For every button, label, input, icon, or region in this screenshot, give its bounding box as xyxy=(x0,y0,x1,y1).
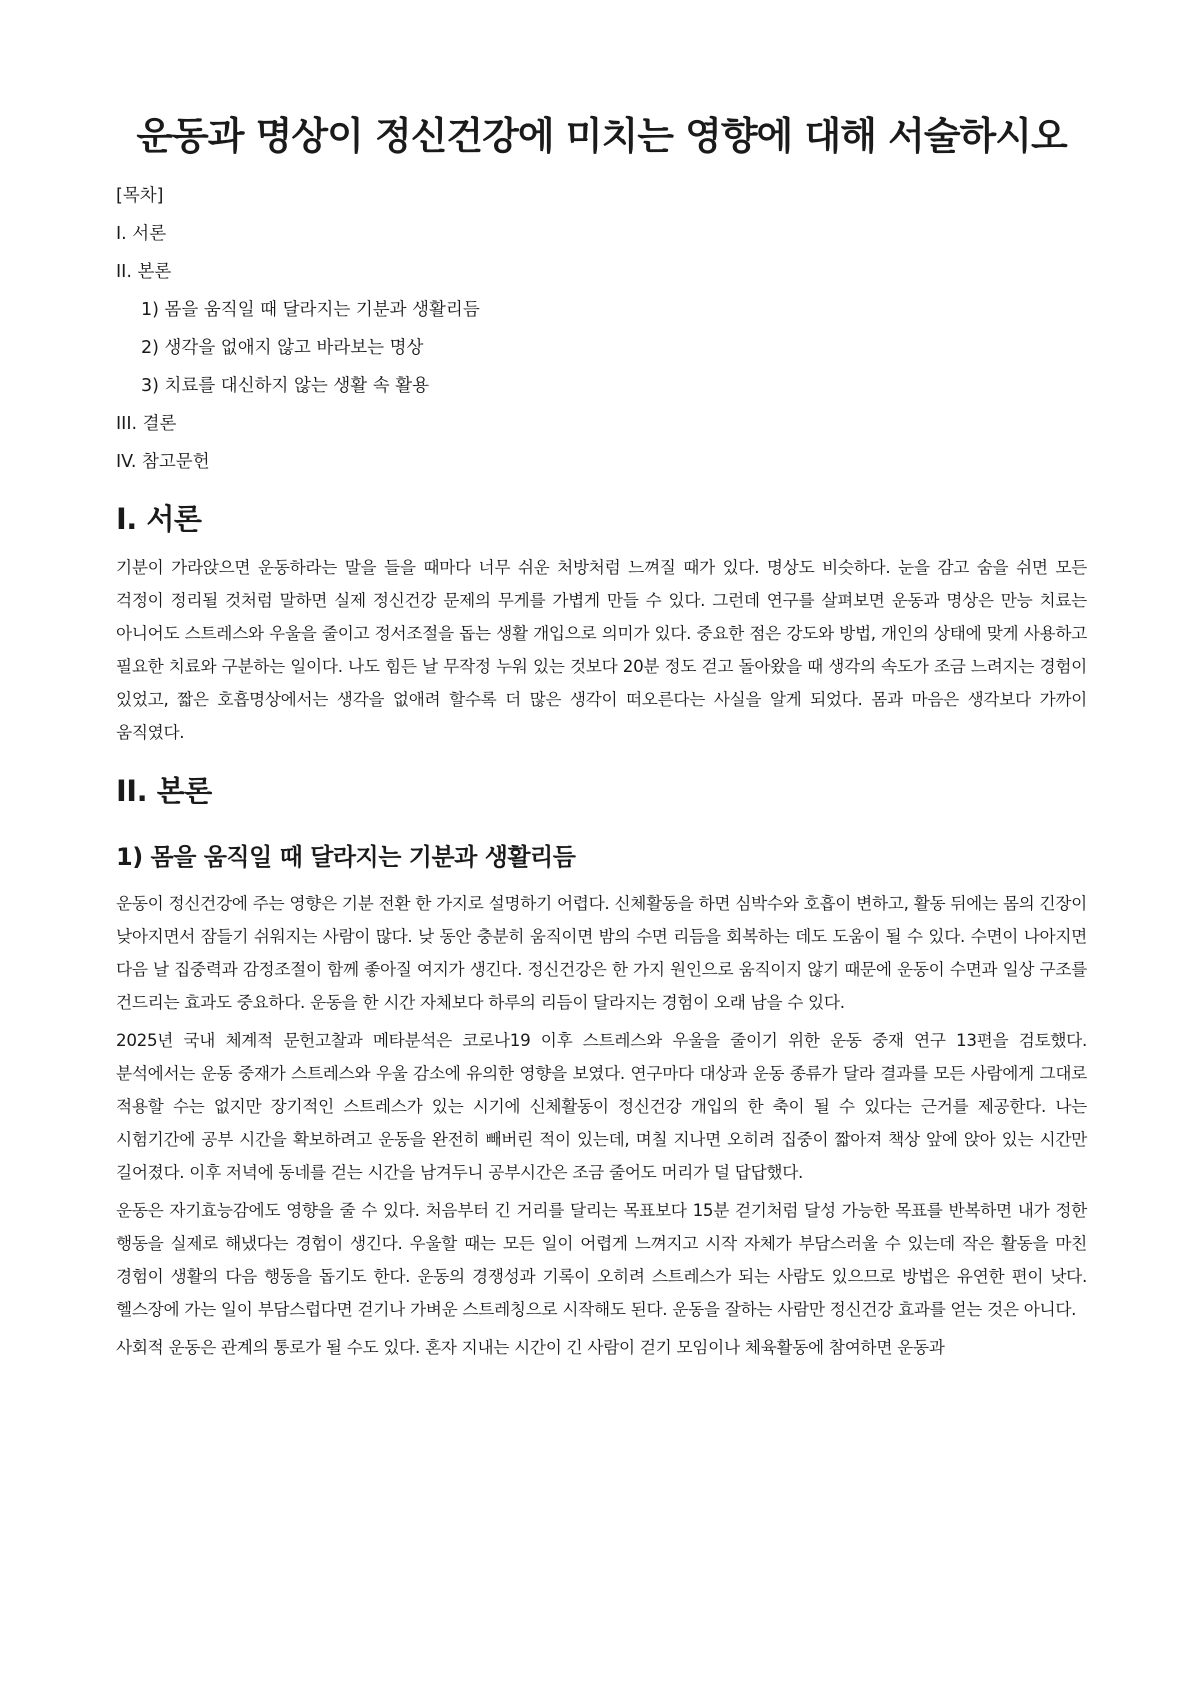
body-paragraph: 운동이 정신건강에 주는 영향은 기분 전환 한 가지로 설명하기 어렵다. 신체활동을 하면 심박수와 호흡이 변하고, 활동 뒤에는 몸의 긴장이 낮아지면서 잠들기 쉬워지는 사람이 많다. 낮 동안 충분히 움직이면 밤의 수면 리듬을 회복하는 데도 도움이 될 수 있다. 수면이 나아지면 다음 날 집중력과 감정조절이 함께 좋아질 여지가 생긴다. 정신건강은 한 가지 원인으로 움직이지 않기 때문에 운동이 수면과 일상 구조를 건드리는 효과도 중요하다. 운동을 한 시간 자체보다 하루의 리듬이 달라지는 경험이 오래 남을 수 있다. xyxy=(116,893,1087,1012)
body-heading: II. 본론 xyxy=(116,774,212,808)
toc-item: I. 서론 xyxy=(116,224,167,244)
toc-subitem: 2) 생각을 없애지 않고 바라보는 명상 xyxy=(141,338,424,358)
table-of-contents xyxy=(116,186,1087,473)
intro-heading: I. 서론 xyxy=(116,502,202,536)
toc-subitem: 3) 치료를 대신하지 않는 생활 속 활용 xyxy=(141,376,430,396)
intro-section xyxy=(116,501,1087,749)
body-section xyxy=(116,773,1087,1364)
intro-paragraph: 기분이 가라앉으면 운동하라는 말을 들을 때마다 너무 쉬운 처방처럼 느껴질 때가 있다. 명상도 비슷하다. 눈을 감고 숨을 쉬면 모든 걱정이 정리될 것처럼 말하면 실제 정신건강 문제의 무게를 가볍게 만들 수 있다. 그런데 연구를 살펴보면 운동과 명상은 만능 치료는 아니어도 스트레스와 우울을 줄이고 정서조절을 돕는 생활 개입으로 의미가 있다. 중요한 점은 강도와 방법, 개인의 상태에 맞게 사용하고 필요한 치료와 구분하는 일이다. 나도 힘든 날 무작정 누워 있는 것보다 20분 정도 걷고 돌아왔을 때 생각의 속도가 조금 느려지는 경험이 있었고, 짧은 호흡명상에서는 생각을 없애려 할수록 더 많은 생각이 떠오른다는 사실을 알게 되었다. 몸과 마음은 생각보다 가까이 움직였다. xyxy=(116,557,1087,742)
section1-heading: 1) 몸을 움직일 때 달라지는 기분과 생활리듬 xyxy=(116,843,576,871)
body-paragraph: 운동은 자기효능감에도 영향을 줄 수 있다. 처음부터 긴 거리를 달리는 목표보다 15분 걷기처럼 달성 가능한 목표를 반복하면 내가 정한 행동을 실제로 해냈다는 경험이 생긴다. 우울할 때는 모든 일이 어렵게 느껴지고 시작 자체가 부담스러울 수 있는데 작은 활동을 마친 경험이 생활의 다음 행동을 돕기도 한다. 운동의 경쟁성과 기록이 오히려 스트레스가 되는 사람도 있으므로 방법은 유연한 편이 낫다. 헬스장에 가는 일이 부담스럽다면 걷기나 가벼운 스트레칭으로 시작해도 된다. 운동을 잘하는 사람만 정신건강 효과를 얻는 것은 아니다. xyxy=(116,1200,1087,1319)
toc-heading: [목차] xyxy=(116,186,164,206)
body-paragraph: 사회적 운동은 관계의 통로가 될 수도 있다. 혼자 지내는 시간이 긴 사람이 걷기 모임이나 체육활동에 참여하면 운동과 xyxy=(116,1337,945,1357)
toc-item: II. 본론 xyxy=(116,262,172,282)
toc-item: IV. 참고문헌 xyxy=(116,452,210,472)
toc-subitem: 1) 몸을 움직일 때 달라지는 기분과 생활리듬 xyxy=(141,300,480,320)
toc-item: III. 결론 xyxy=(116,414,177,434)
body-paragraph: 2025년 국내 체계적 문헌고찰과 메타분석은 코로나19 이후 스트레스와 우울을 줄이기 위한 운동 중재 연구 13편을 검토했다. 분석에서는 운동 중재가 스트레스와 우울 감소에 유의한 영향을 보였다. 연구마다 대상과 운동 종류가 달라 결과를 모든 사람에게 그대로 적용할 수는 없지만 장기적인 스트레스가 있는 시기에 신체활동이 정신건강 개입의 한 축이 될 수 있다는 근거를 제공한다. 나는 시험기간에 공부 시간을 확보하려고 운동을 완전히 빼버린 적이 있는데, 며칠 지나면 오히려 집중이 짧아져 책상 앞에 앉아 있는 시간만 길어졌다. 이후 저녁에 동네를 걷는 시간을 남겨두니 공부시간은 조금 줄어도 머리가 덜 답답했다. xyxy=(116,1030,1087,1182)
document-title: 운동과 명상이 정신건강에 미치는 영향에 대해 서술하시오 xyxy=(136,114,1067,158)
